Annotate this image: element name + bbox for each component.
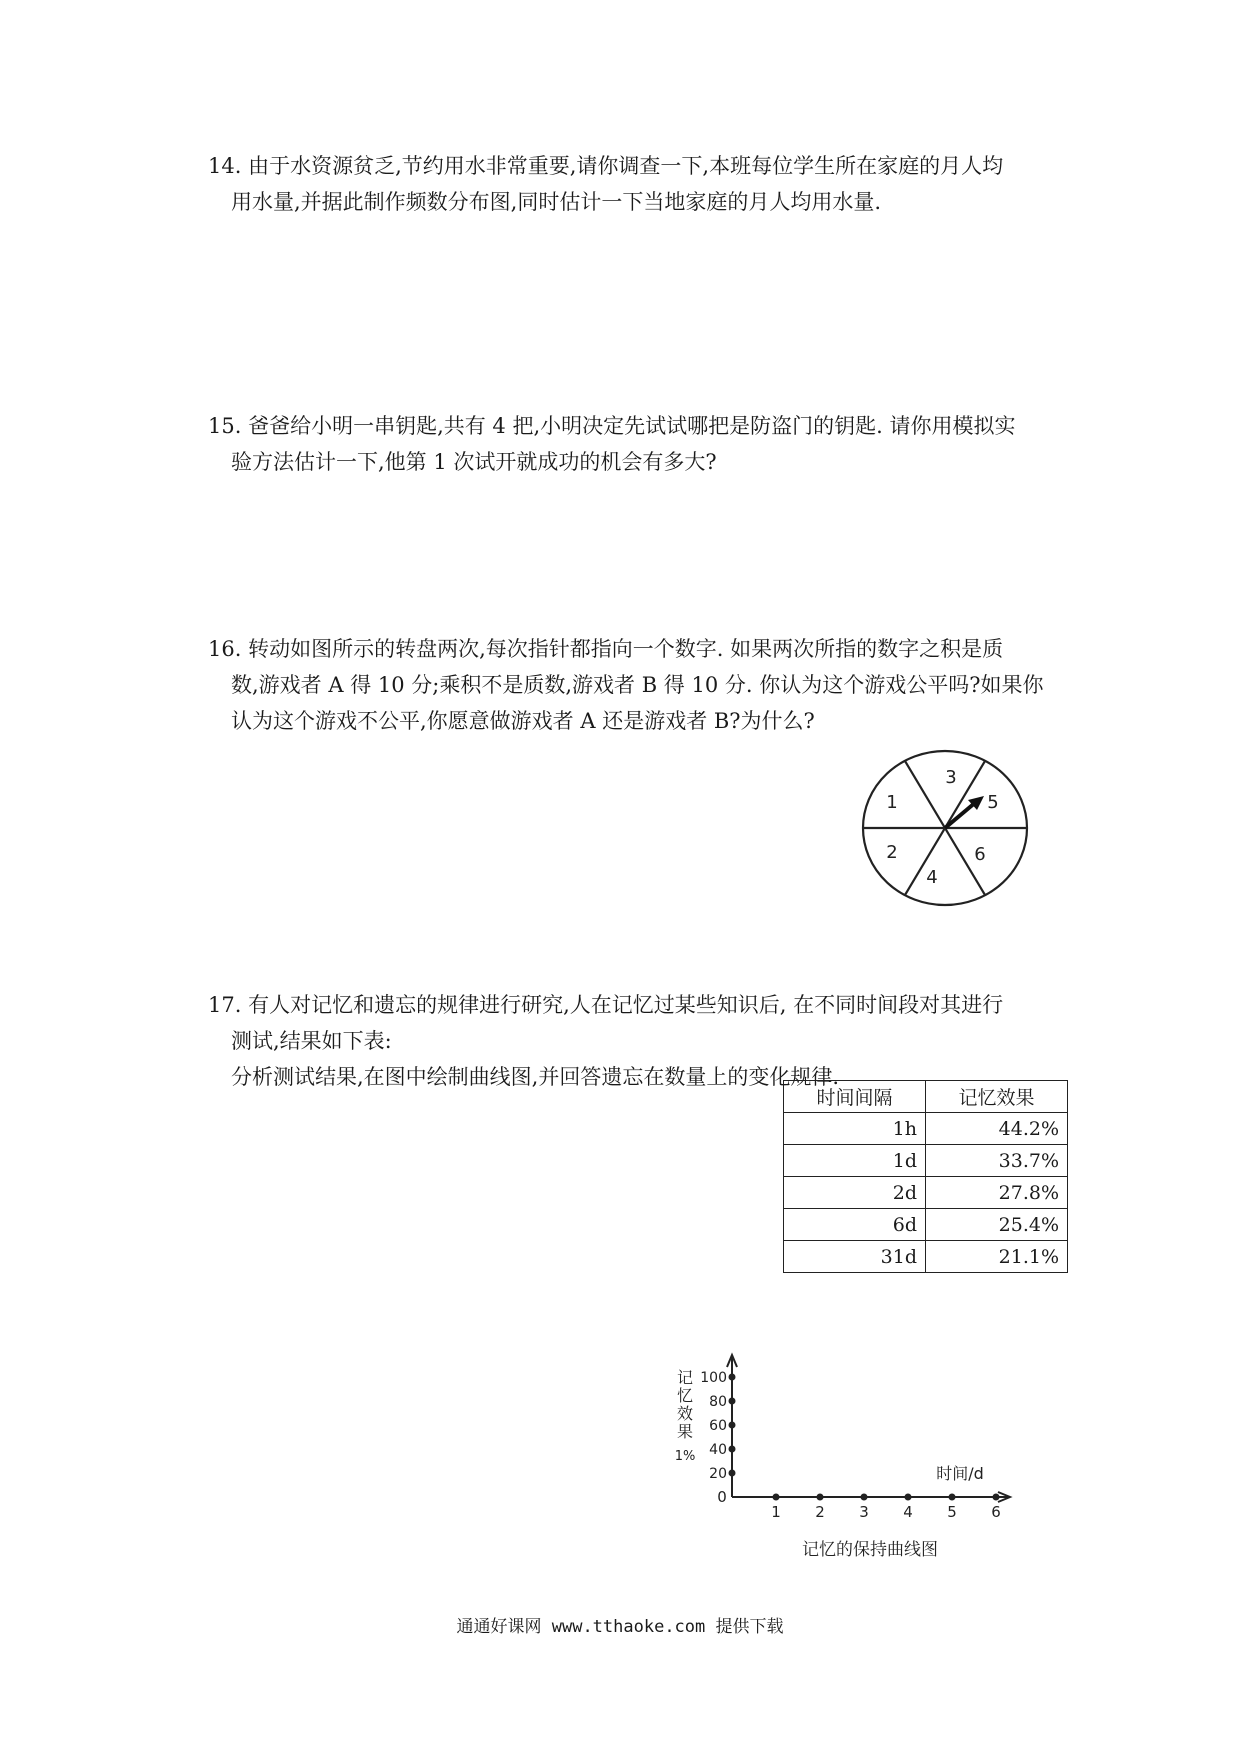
table-header-row [784,1081,1068,1113]
table-row [784,1145,1068,1177]
x-tick-dot [905,1494,912,1501]
table-cell: 25.4% [926,1209,1068,1241]
x-tick-dot [861,1494,868,1501]
x-tick-dot [949,1494,956,1501]
question-17 [208,987,1058,1095]
table-cell: 31d [784,1241,926,1273]
q17-line-1: 17. 有人对记忆和遗忘的规律进行研究,人在记忆过某些知识后, 在不同时间段对其进行 [208,993,1004,1017]
q14-line-2: 用水量,并据此制作频数分布图,同时估计一下当地家庭的月人均用水量. [231,190,882,214]
x-tick-label: 3 [859,1503,869,1521]
y-axis-label-char: 忆 [676,1386,694,1405]
y-axis-unit: 1% [674,1449,696,1464]
y-tick-dot [729,1374,736,1381]
table-header-effect: 记忆效果 [926,1081,1068,1113]
y-tick-dot [729,1470,736,1477]
y-tick-dot [729,1422,736,1429]
table-cell: 1h [784,1113,926,1145]
q15-line-2: 验方法估计一下,他第 1 次试开就成功的机会有多大? [231,450,717,474]
spinner-number-1: 1 [886,792,898,813]
memory-test-table [783,1080,1068,1273]
x-tick-label: 4 [903,1503,913,1521]
table-header-interval: 时间间隔 [784,1081,926,1113]
origin-label: 0 [717,1488,727,1506]
y-tick-label: 40 [709,1442,727,1458]
y-axis-label-char: 记 [676,1368,694,1387]
x-tick-label: 2 [815,1503,825,1521]
y-tick-label: 80 [709,1394,727,1410]
spinner-number-6: 6 [974,844,986,865]
x-tick-dot [817,1494,824,1501]
table-cell: 44.2% [926,1113,1068,1145]
table-cell: 6d [784,1209,926,1241]
x-tick-label: 6 [991,1503,1001,1521]
q16-line-3: 认为这个游戏不公平,你愿意做游戏者 A 还是游戏者 B?为什么? [231,709,815,733]
footer-credit: 通通好课网 www.tthaoke.com 提供下载 [456,1617,784,1637]
x-tick-label: 1 [771,1503,781,1521]
q16-line-2: 数,游戏者 A 得 10 分;乘积不是质数,游戏者 B 得 10 分. 你认为这个游戏公平吗?如果你 [231,673,1044,697]
chart-title: 记忆的保持曲线图 [802,1540,938,1560]
spinner-number-3: 3 [945,767,957,788]
q15-line-1: 15. 爸爸给小明一串钥匙,共有 4 把,小明决定先试试哪把是防盗门的钥匙. 请你用模拟实 [208,414,1016,438]
table-cell: 33.7% [926,1145,1068,1177]
table-row [784,1177,1068,1209]
spinner-number-5: 5 [987,792,999,813]
table-cell: 27.8% [926,1177,1068,1209]
table-cell: 21.1% [926,1241,1068,1273]
spinner-diagram [860,748,1030,908]
x-tick-label: 5 [947,1503,957,1521]
y-tick-label: 60 [709,1418,727,1434]
table-row [784,1113,1068,1145]
q17-line-3: 分析测试结果,在图中绘制曲线图,并回答遗忘在数量上的变化规律. [231,1065,840,1089]
memory-retention-chart [660,1325,1040,1565]
q14-line-1: 14. 由于水资源贫乏,节约用水非常重要,请你调查一下,本班每位学生所在家庭的月人均 [208,154,1004,178]
x-tick-dot [993,1494,1000,1501]
y-tick-label: 100 [700,1370,727,1386]
q16-line-1: 16. 转动如图所示的转盘两次,每次指针都指向一个数字. 如果两次所指的数字之积是质 [208,637,1004,661]
table-row [784,1209,1068,1241]
pointer-arrow-icon [945,802,976,828]
question-14 [208,148,1058,220]
y-tick-label: 20 [709,1466,727,1482]
spinner-number-2: 2 [886,842,898,863]
y-axis-label-char: 果 [676,1422,694,1441]
y-axis-label-char: 效 [676,1404,694,1423]
q17-line-2: 测试,结果如下表: [231,1029,392,1053]
table-row [784,1241,1068,1273]
x-tick-dot [773,1494,780,1501]
question-16 [208,631,1058,739]
table-cell: 2d [784,1177,926,1209]
y-tick-dot [729,1398,736,1405]
x-axis-label: 时间/d [936,1464,984,1483]
question-15 [208,408,1058,480]
y-tick-dot [729,1446,736,1453]
table-cell: 1d [784,1145,926,1177]
spinner-number-4: 4 [926,867,938,888]
